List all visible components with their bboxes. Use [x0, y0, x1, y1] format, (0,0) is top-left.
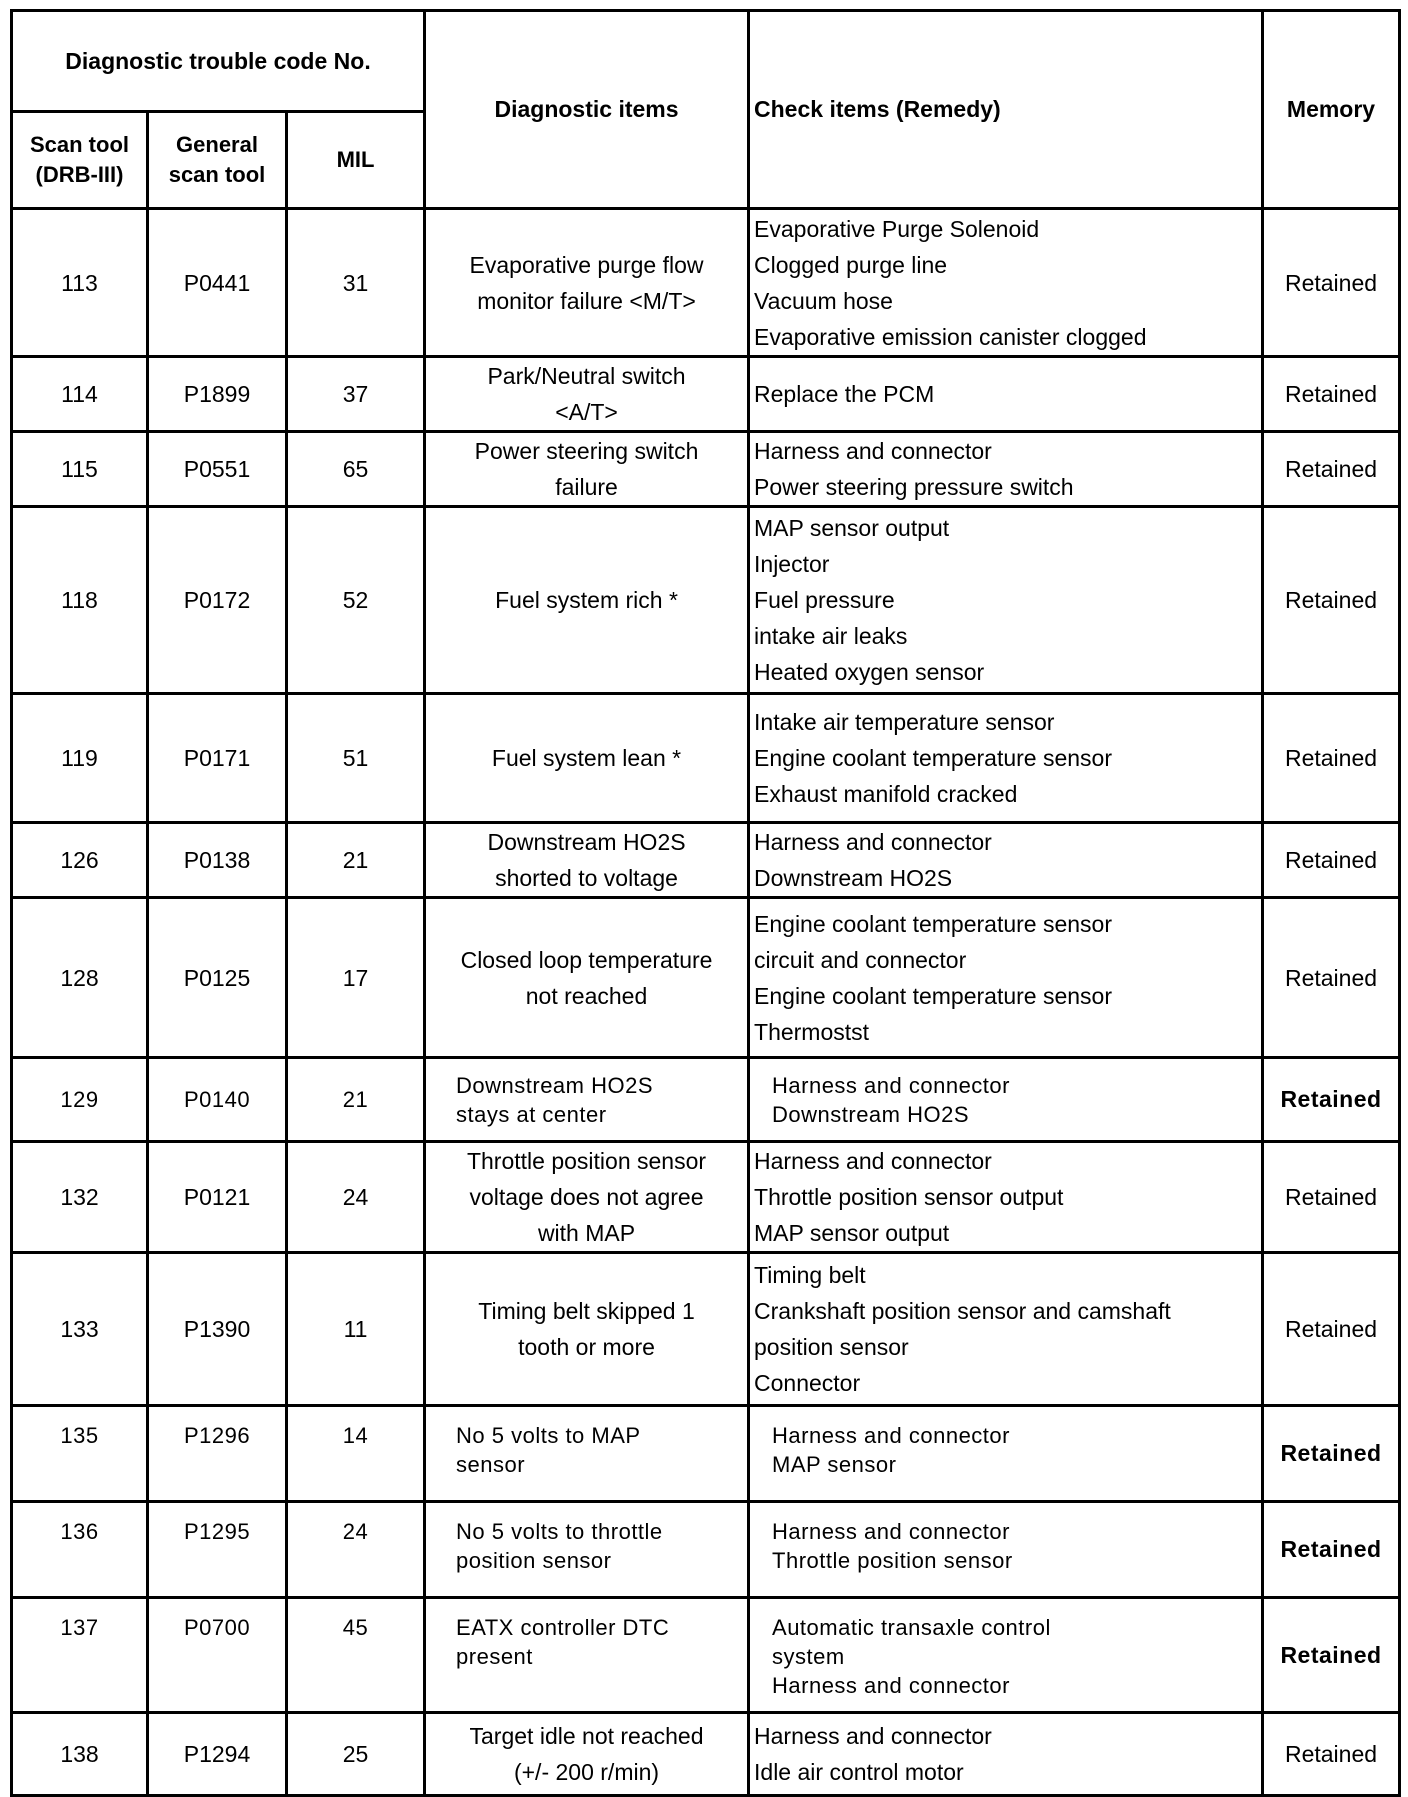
check-item-line: position sensor — [754, 1334, 909, 1360]
check-item-line: Throttle position sensor — [772, 1548, 1013, 1573]
check-item-line: Crankshaft position sensor and camshaft — [754, 1298, 1171, 1324]
check-item-line: Harness and connector — [772, 1423, 1010, 1448]
diagnostic-item-line: stays at center — [456, 1101, 607, 1127]
scan-tool-code: 132 — [12, 1142, 148, 1253]
check-item-line: Intake air temperature sensor — [754, 709, 1055, 735]
scan-tool-code: 126 — [12, 823, 148, 898]
diagnostic-item-line: <A/T> — [555, 399, 618, 425]
diagnostic-item-line: No 5 volts to MAP — [456, 1423, 641, 1448]
diagnostic-item-line: Throttle position sensor — [466, 1148, 707, 1174]
diagnostic-item-line: Park/Neutral switch — [487, 363, 686, 389]
general-scan-tool-code: P0121 — [148, 1142, 287, 1253]
header-memory: Memory — [1263, 11, 1400, 209]
check-item-line: Engine coolant temperature sensor — [754, 745, 1113, 771]
diagnostic-item-line: EATX controller DTC — [456, 1615, 670, 1640]
check-items — [749, 1253, 1263, 1406]
check-item-line: Exhaust manifold cracked — [754, 781, 1018, 807]
memory-status: Retained — [1263, 1406, 1400, 1502]
diagnostic-item — [425, 1502, 749, 1598]
general-scan-tool-code: P1294 — [148, 1713, 287, 1796]
check-items — [749, 1598, 1263, 1713]
memory-status: Retained — [1263, 209, 1400, 357]
check-item-line: Evaporative emission canister clogged — [754, 323, 1147, 350]
diagnostic-item-line: No 5 volts to throttle — [456, 1519, 663, 1544]
memory-status: Retained — [1263, 898, 1400, 1058]
general-scan-tool-code: P0441 — [148, 209, 287, 357]
mil-code: 17 — [287, 898, 425, 1058]
diagnostic-item — [425, 694, 749, 823]
check-item-line: Power steering pressure switch — [754, 474, 1074, 500]
general-scan-tool-code: P1295 — [148, 1502, 287, 1598]
border-gap — [395, 1239, 407, 1246]
header-general-scan-tool — [148, 112, 287, 209]
general-scan-tool-code: P0125 — [148, 898, 287, 1058]
scan-tool-code: 119 — [12, 694, 148, 823]
diagnostic-item-line: tooth or more — [518, 1334, 655, 1360]
mil-code: 52 — [287, 507, 425, 694]
check-items — [749, 898, 1263, 1058]
table-row — [12, 1502, 1400, 1598]
header-scan-tool — [12, 112, 148, 209]
diagnostic-item-line: Power steering switch — [474, 438, 699, 464]
check-items — [749, 1406, 1263, 1502]
table-row — [12, 1253, 1400, 1406]
mil-code: 31 — [287, 209, 425, 357]
diagnostic-item-line: Timing belt skipped 1 — [478, 1298, 695, 1324]
header-check-items: Check items (Remedy) — [749, 11, 1263, 209]
memory-status: Retained — [1263, 1142, 1400, 1253]
diagnostic-item — [425, 507, 749, 694]
scan-tool-code: 113 — [12, 209, 148, 357]
table-row — [12, 1406, 1400, 1502]
dtc-table — [10, 9, 1401, 1797]
memory-status: Retained — [1263, 1598, 1400, 1713]
general-scan-tool-code: P0172 — [148, 507, 287, 694]
header-diagnostic-items: Diagnostic items — [425, 11, 749, 209]
diagnostic-item — [425, 432, 749, 507]
general-scan-tool-code: P0551 — [148, 432, 287, 507]
diagnostic-item-line: Evaporative purge flow — [469, 251, 704, 278]
mil-code: 24 — [287, 1502, 425, 1598]
header-dtc-number: Diagnostic trouble code No. — [12, 11, 425, 112]
check-item-line: system — [772, 1644, 845, 1669]
diagnostic-item-line: Closed loop temperature — [460, 946, 713, 973]
check-items — [749, 209, 1263, 357]
diagnostic-item-line: Fuel system lean * — [491, 745, 682, 771]
table-row — [12, 694, 1400, 823]
diagnostic-item-line: position sensor — [456, 1548, 612, 1573]
scan-tool-code: 137 — [12, 1598, 148, 1713]
general-scan-tool-code: P0700 — [148, 1598, 287, 1713]
check-items — [749, 1502, 1263, 1598]
table-row — [12, 507, 1400, 694]
check-item-line: Fuel pressure — [754, 587, 895, 613]
scan-tool-code: 114 — [12, 357, 148, 432]
general-scan-tool-code: P1296 — [148, 1406, 287, 1502]
general-scan-tool-code: P0138 — [148, 823, 287, 898]
check-items — [749, 357, 1263, 432]
check-item-line: Harness and connector — [754, 1723, 992, 1749]
memory-status: Retained — [1263, 1713, 1400, 1796]
general-scan-tool-code: P1899 — [148, 357, 287, 432]
header-general-scan-tool-line: scan tool — [168, 162, 266, 187]
check-item-line: Engine coolant temperature sensor — [754, 910, 1113, 937]
check-item-line: MAP sensor — [772, 1452, 897, 1477]
check-item-line: Injector — [754, 551, 830, 577]
diagnostic-item-line: with MAP — [537, 1220, 636, 1246]
general-scan-tool-code: P1390 — [148, 1253, 287, 1406]
diagnostic-item — [425, 898, 749, 1058]
check-item-line: Harness and connector — [772, 1673, 1010, 1698]
memory-status: Retained — [1263, 694, 1400, 823]
diagnostic-item-line: Downstream HO2S — [456, 1072, 654, 1098]
memory-status: Retained — [1263, 507, 1400, 694]
diagnostic-item — [425, 823, 749, 898]
scan-tool-code: 133 — [12, 1253, 148, 1406]
check-item-line: Harness and connector — [772, 1072, 1010, 1098]
memory-status: Retained — [1263, 1502, 1400, 1598]
table-row — [12, 1713, 1400, 1796]
diagnostic-item-line: Downstream HO2S — [487, 829, 686, 855]
diagnostic-item-line: failure — [555, 474, 618, 500]
check-item-line: MAP sensor output — [754, 1220, 950, 1246]
check-item-line: Evaporative Purge Solenoid — [754, 215, 1040, 242]
memory-status: Retained — [1263, 357, 1400, 432]
mil-code: 21 — [287, 823, 425, 898]
mil-code: 45 — [287, 1598, 425, 1713]
check-item-line: Harness and connector — [772, 1519, 1010, 1544]
check-items — [749, 823, 1263, 898]
scan-tool-code: 136 — [12, 1502, 148, 1598]
diagnostic-item-line: Target idle not reached — [469, 1723, 704, 1749]
check-item-line: Throttle position sensor output — [754, 1184, 1064, 1210]
header-mil: MIL — [287, 112, 425, 209]
check-item-line: Idle air control motor — [754, 1759, 964, 1785]
diagnostic-item — [425, 1598, 749, 1713]
mil-code: 25 — [287, 1713, 425, 1796]
table-row — [12, 823, 1400, 898]
scan-tool-code: 115 — [12, 432, 148, 507]
check-item-line: Harness and connector — [754, 829, 992, 855]
diagnostic-item — [425, 357, 749, 432]
header-scan-tool-line: Scan tool — [29, 132, 129, 157]
scan-tool-code: 129 — [12, 1058, 148, 1142]
check-item-line: Connector — [754, 1370, 861, 1396]
check-item-line: Vacuum hose — [754, 287, 893, 314]
header-general-scan-tool-line: General — [176, 132, 258, 157]
diagnostic-item — [425, 209, 749, 357]
scan-tool-code: 138 — [12, 1713, 148, 1796]
check-items — [749, 694, 1263, 823]
general-scan-tool-code: P0171 — [148, 694, 287, 823]
check-items — [749, 1142, 1263, 1253]
table-row — [12, 1058, 1400, 1142]
check-items — [749, 1713, 1263, 1796]
diagnostic-item-line: monitor failure <M/T> — [477, 287, 696, 314]
mil-code: 14 — [287, 1406, 425, 1502]
diagnostic-item-line: voltage does not agree — [469, 1184, 704, 1210]
memory-status: Retained — [1263, 1253, 1400, 1406]
memory-status: Retained — [1263, 1058, 1400, 1142]
diagnostic-item-line: present — [456, 1644, 533, 1669]
scan-tool-code: 135 — [12, 1406, 148, 1502]
table-row — [12, 1142, 1400, 1253]
diagnostic-item-line: sensor — [456, 1452, 526, 1477]
scan-tool-code: 118 — [12, 507, 148, 694]
table-row — [12, 209, 1400, 357]
diagnostic-item — [425, 1713, 749, 1796]
check-item-line: Replace the PCM — [754, 381, 935, 407]
diagnostic-item — [425, 1406, 749, 1502]
header-scan-tool-line: (DRB-III) — [35, 162, 124, 187]
mil-code: 51 — [287, 694, 425, 823]
mil-code: 65 — [287, 432, 425, 507]
check-item-line: Timing belt — [754, 1262, 866, 1288]
table-row — [12, 357, 1400, 432]
check-item-line: Harness and connector — [754, 1148, 992, 1174]
diagnostic-item — [425, 1142, 749, 1253]
general-scan-tool-code: P0140 — [148, 1058, 287, 1142]
diagnostic-item-line: (+/- 200 r/min) — [513, 1759, 660, 1785]
check-item-line: Downstream HO2S — [772, 1101, 970, 1127]
mil-code: 21 — [287, 1058, 425, 1142]
check-item-line: Engine coolant temperature sensor — [754, 982, 1113, 1009]
mil-code: 24 — [287, 1142, 425, 1253]
check-items — [749, 1058, 1263, 1142]
check-items — [749, 432, 1263, 507]
check-item-line: intake air leaks — [754, 623, 908, 649]
table-row — [12, 432, 1400, 507]
diagnostic-item-line: not reached — [525, 982, 648, 1009]
mil-code: 11 — [287, 1253, 425, 1406]
mil-code: 37 — [287, 357, 425, 432]
diagnostic-item-line: shorted to voltage — [495, 865, 678, 891]
diagnostic-item — [425, 1253, 749, 1406]
check-item-line: MAP sensor output — [754, 515, 950, 541]
dtc-table-body — [12, 209, 1400, 1796]
check-items — [749, 507, 1263, 694]
table-row — [12, 1598, 1400, 1713]
check-item-line: Downstream HO2S — [754, 865, 953, 891]
diagnostic-item — [425, 1058, 749, 1142]
check-item-line: Heated oxygen sensor — [754, 659, 985, 685]
scan-tool-code: 128 — [12, 898, 148, 1058]
check-item-line: Clogged purge line — [754, 251, 948, 278]
check-item-line: Automatic transaxle control — [772, 1615, 1051, 1640]
check-item-line: circuit and connector — [754, 946, 967, 973]
memory-status: Retained — [1263, 432, 1400, 507]
memory-status: Retained — [1263, 823, 1400, 898]
check-item-line: Thermostst — [754, 1018, 870, 1045]
diagnostic-item-line: Fuel system rich * — [495, 587, 678, 613]
check-item-line: Harness and connector — [754, 438, 992, 464]
table-row — [12, 898, 1400, 1058]
